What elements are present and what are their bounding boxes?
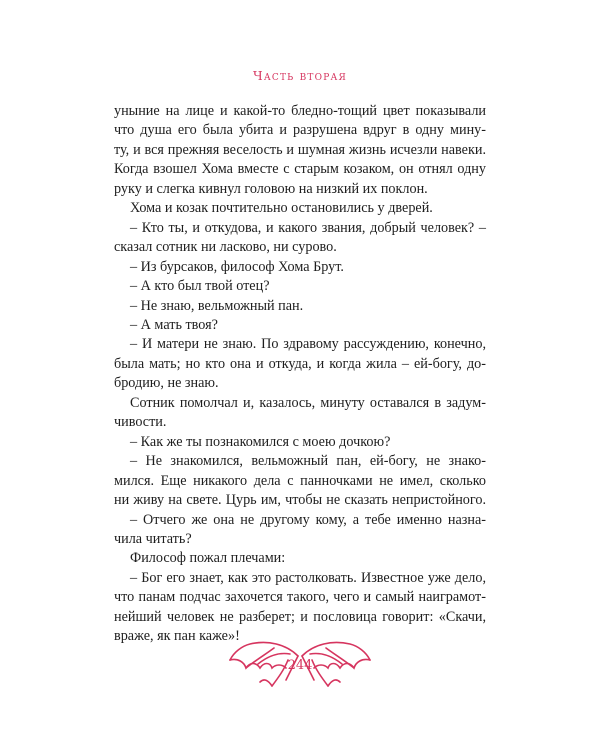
text-line: – Отчего же она не другому кому, а тебе именно назна-: [130, 511, 486, 528]
text-line: – Из бурсаков, философ Хома Брут.: [130, 258, 344, 275]
page-number: 244: [287, 658, 313, 673]
text-line: – Как же ты познакомился с моею дочкою?: [130, 433, 391, 450]
text-line: чила читать?: [114, 530, 192, 547]
text-line: Когда взошел Хома вместе с старым козаком, он отнял одну: [114, 161, 486, 178]
text-line: – Не знаю, вельможный пан.: [130, 297, 304, 314]
text-line: сказал сотник ни ласково, ни сурово.: [114, 239, 337, 256]
text-line: – Не знакомился, вельможный пан, ей-богу, не знако-: [130, 453, 486, 470]
text-line: чивости.: [114, 414, 167, 431]
body-text: [114, 102, 486, 647]
text-line: Хома и козак почтительно остановились у дверей.: [130, 200, 433, 217]
text-line: руку и слегка кивнул головою на низкий их поклон.: [114, 180, 428, 197]
text-line: Философ пожал плечами:: [130, 550, 286, 567]
text-line: ни живу на свете. Цурь им, чтобы не сказать непристойного.: [114, 492, 486, 509]
text-line: – Бог его знает, как это растолковать. Известное уже дело,: [130, 569, 486, 586]
text-line: враже, як пан каже»!: [114, 628, 240, 645]
text-line: была мать; но кто она и откуда, и когда жила – ей-богу, до-: [114, 355, 486, 372]
page-footer: [0, 634, 600, 694]
text-line: нейший человек не разберет; и пословица говорит: «Скачи,: [114, 608, 486, 625]
text-line: – А кто был твой отец?: [130, 278, 270, 295]
text-line: – И матери не знаю. По здравому рассуждению, конечно,: [130, 336, 486, 353]
text-line: – А мать твоя?: [130, 316, 218, 333]
text-line: – Кто ты, и откудова, и какого звания, добрый человек? –: [130, 219, 486, 236]
text-line: Сотник помолчал и, казалось, минуту оставался в задум-: [130, 394, 486, 411]
text-line: бродию, не знаю.: [114, 375, 219, 392]
text-line: что душа его была убита и разрушена вдруг в одну мину-: [114, 122, 486, 139]
text-line: ту, и вся прежняя веселость и шумная жизнь исчезли навеки.: [114, 141, 486, 158]
text-line: мился. Еще никакого дела с панночками не имел, сколько: [114, 472, 486, 489]
text-line: уныние на лице и какой-то бледно-тощий цвет показывали: [114, 103, 486, 119]
running-header: Часть вторая: [253, 68, 347, 83]
text-line: что панам подчас захочется такого, чего и самый наигрaмот-: [114, 589, 486, 606]
